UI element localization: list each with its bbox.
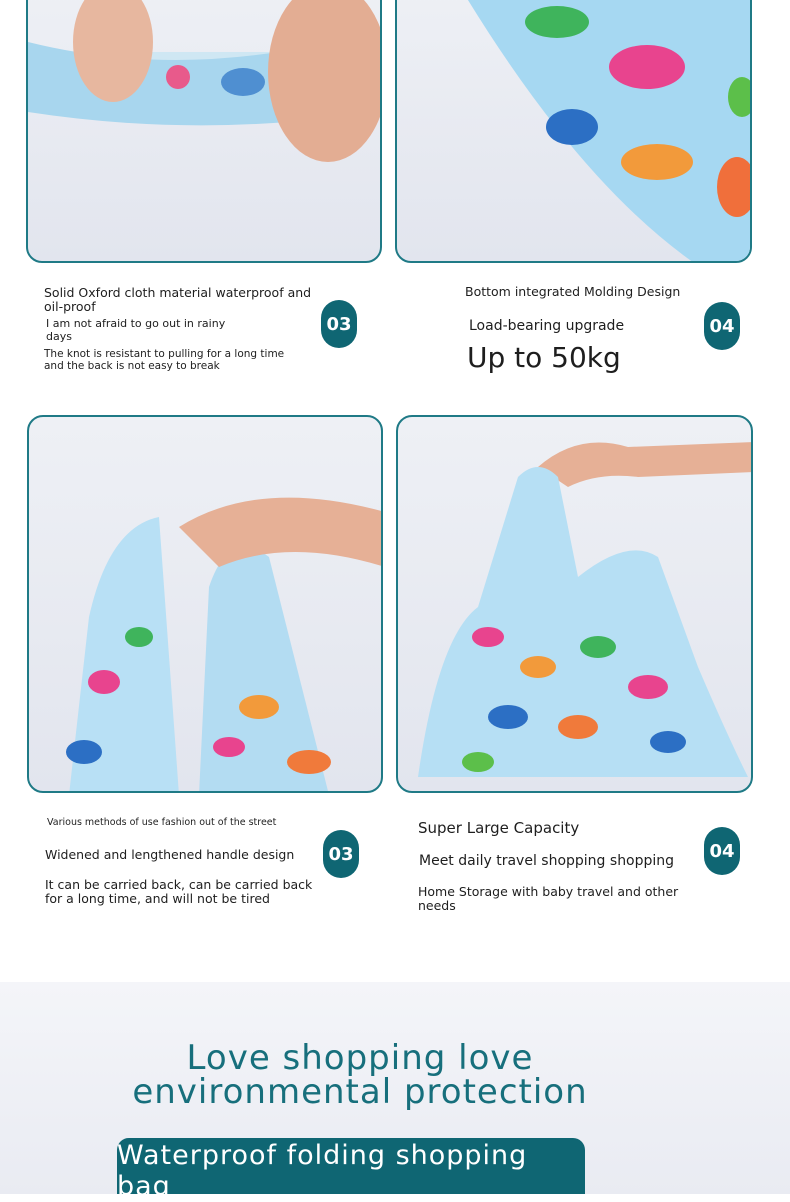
badge-04-bottom: 04 <box>704 827 740 875</box>
photo-fabric-closeup <box>395 0 752 263</box>
product-name-label: Waterproof folding shopping bag <box>117 1140 528 1202</box>
photo-fabric-folding <box>26 0 382 263</box>
feature-line-capacity-50kg: Up to 50kg <box>467 341 621 374</box>
feature-line-daily-travel: Meet daily travel shopping shopping <box>419 853 675 869</box>
feature-line-fashion: Various methods of use fashion out of the street <box>47 817 277 828</box>
bag-full-illustration <box>398 417 753 793</box>
badge-04-top: 04 <box>704 302 740 350</box>
feature-line-handle: Widened and lengthened handle design <box>45 847 295 862</box>
slogan-line-1: Love shopping love <box>186 1038 534 1078</box>
feature-line-rainy-days: I am not afraid to go out in rainy days <box>46 317 226 343</box>
badge-03-bottom: 03 <box>323 830 359 878</box>
photo-bag-handles <box>27 415 383 793</box>
product-name-ribbon <box>117 1138 585 1202</box>
feature-title-capacity: Super Large Capacity <box>418 819 580 837</box>
feature-line-load-bearing: Load-bearing upgrade <box>469 318 625 334</box>
feature-line-knot: The knot is resistant to pulling for a long time and the back is not easy to break <box>44 348 285 373</box>
feature-title-molding: Bottom integrated Molding Design <box>465 284 681 299</box>
photo-bag-full <box>396 415 753 793</box>
badge-03-top: 03 <box>321 300 357 348</box>
feature-line-carried-back: It can be carried back, can be carried back for a long time, and will not be tired <box>45 877 313 907</box>
bag-handles-illustration <box>29 417 383 793</box>
fish-fabric-illustration <box>397 0 752 263</box>
slogan-line-2: environmental protection <box>132 1072 588 1112</box>
feature-title-waterproof: Solid Oxford cloth material waterproof and oil-proof <box>44 285 312 315</box>
fabric-folding-illustration <box>28 0 382 263</box>
feature-line-home-storage: Home Storage with baby travel and other needs <box>418 884 679 914</box>
